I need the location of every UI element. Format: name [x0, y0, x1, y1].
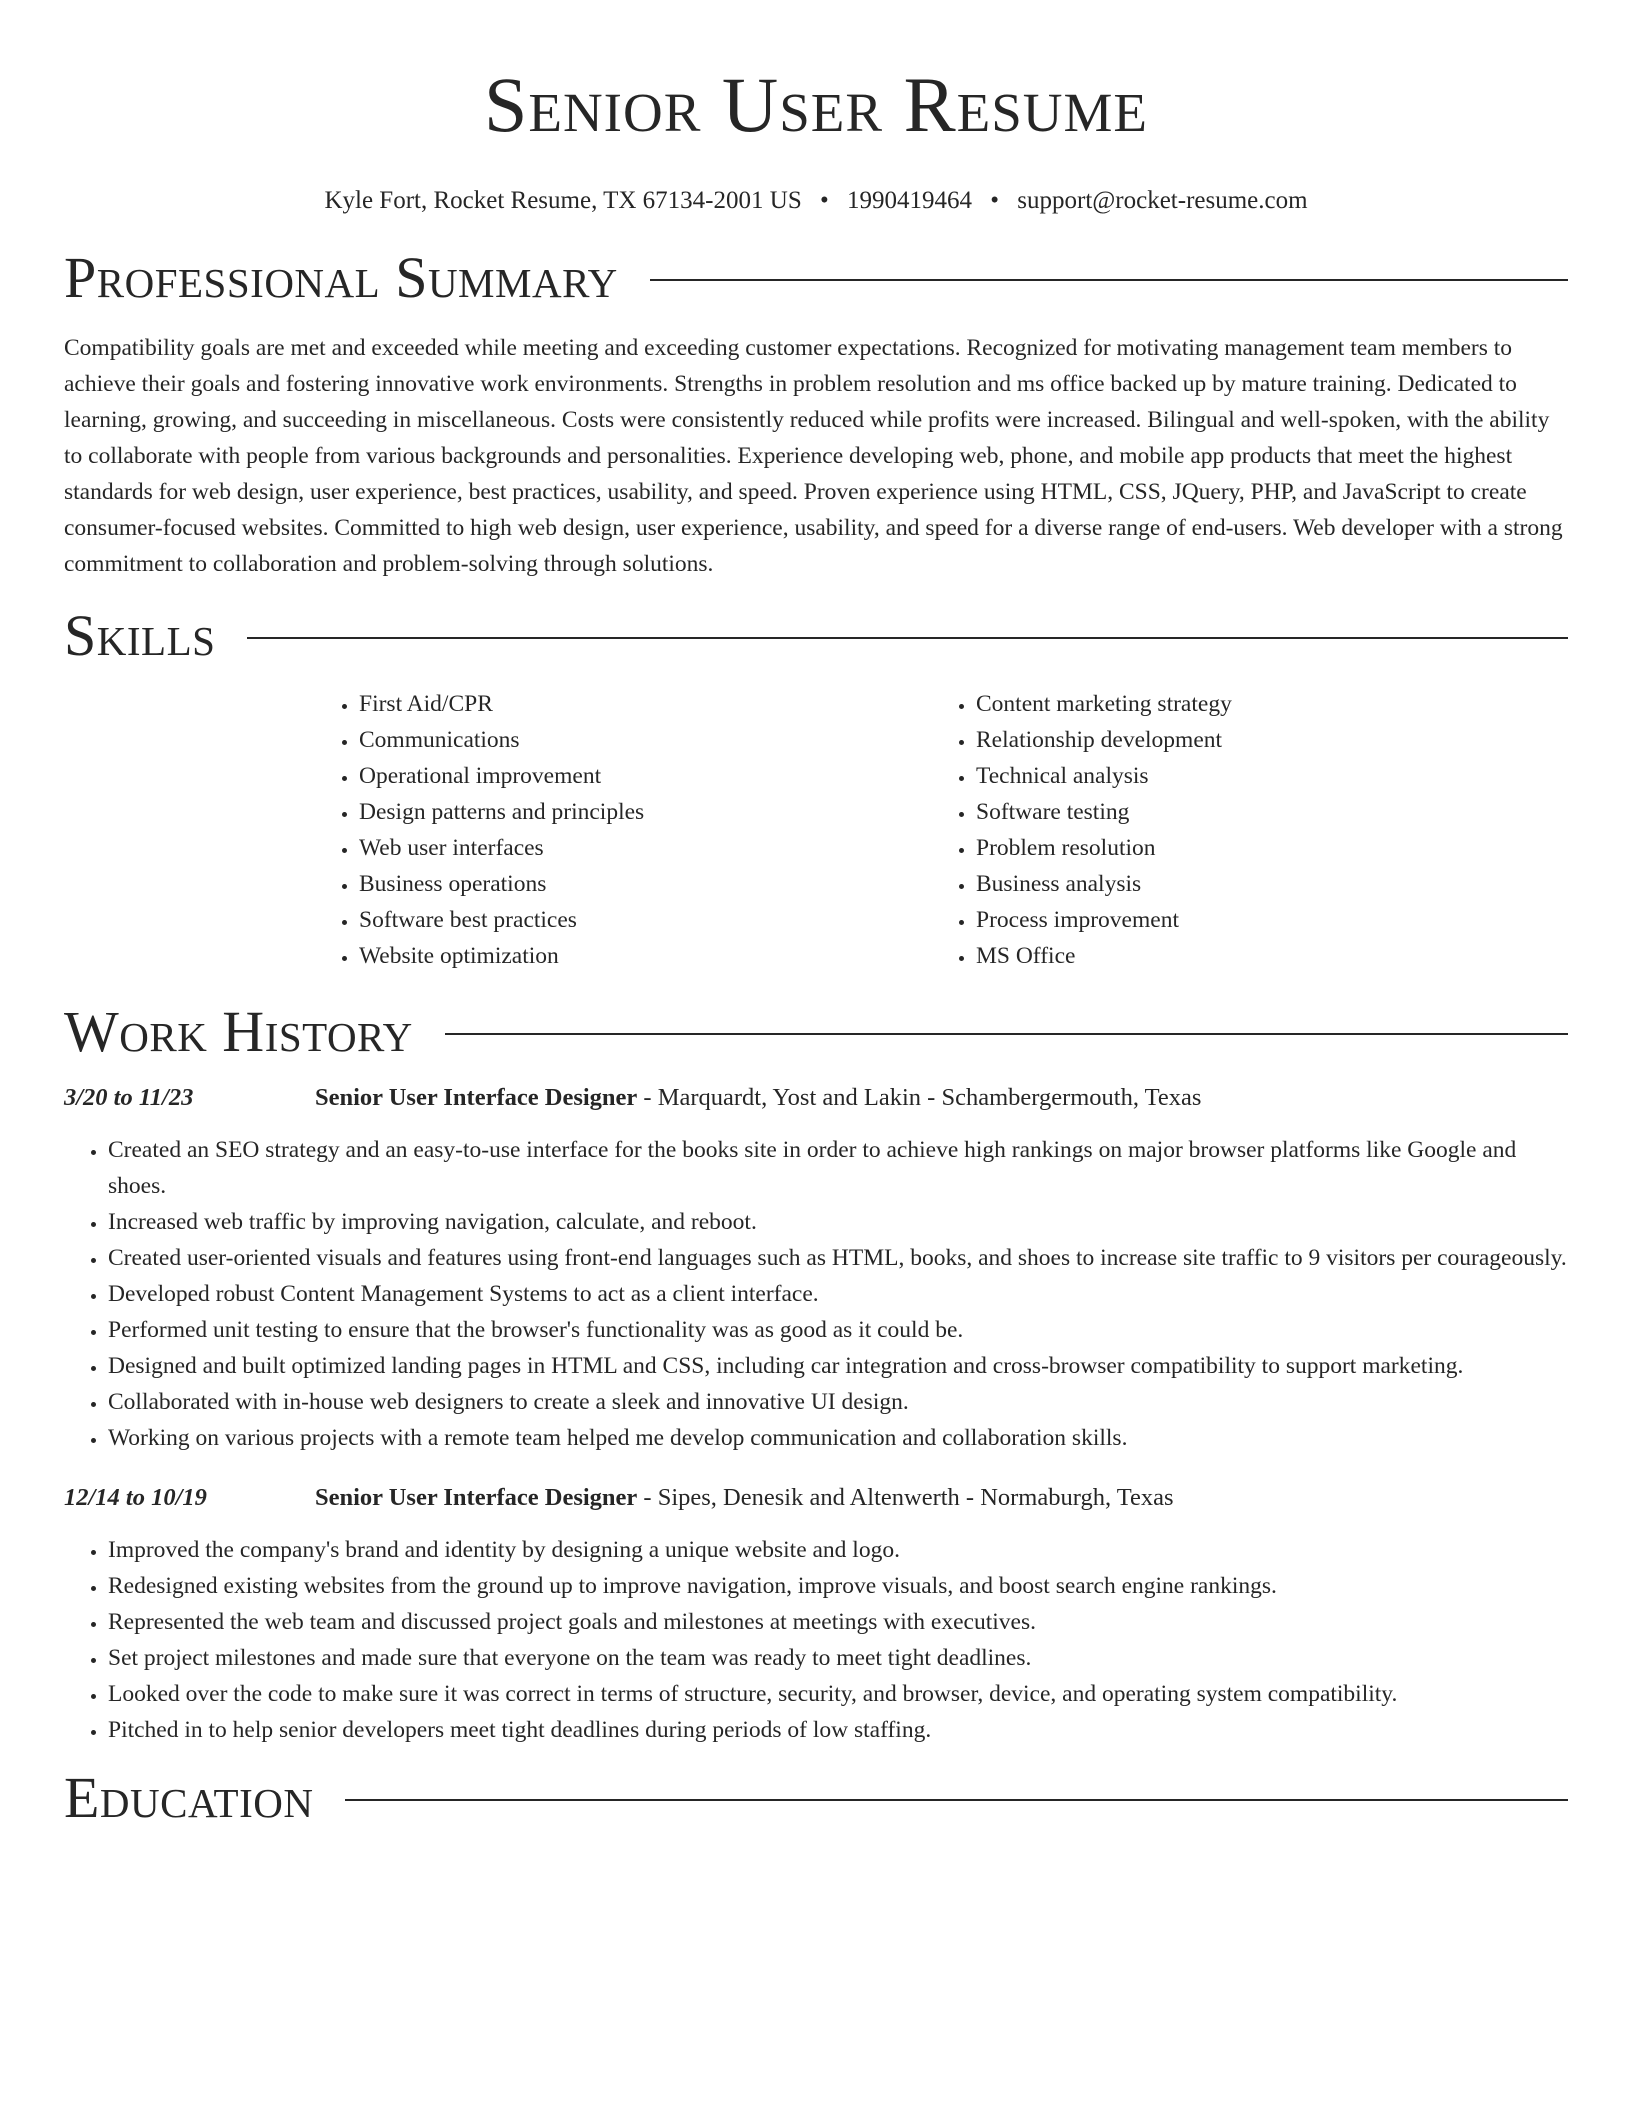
job-company: - Sipes, Denesik and Altenwerth - Normaburgh, Texas	[637, 1484, 1174, 1511]
list-item: • Working on various projects with a remote team helped me develop communication and collaboration skills.	[108, 1420, 1568, 1456]
job-company: - Marquardt, Yost and Lakin - Schambergermouth, Texas	[637, 1084, 1202, 1111]
list-item: • Collaborated with in-house web designers to create a sleek and innovative UI design.	[108, 1384, 1568, 1420]
list-item: • Software testing	[976, 794, 1549, 830]
skills-heading	[64, 603, 1568, 668]
list-item: • Increased web traffic by improving navigation, calculate, and reboot.	[108, 1204, 1568, 1240]
job-title-line	[315, 1080, 1201, 1116]
job-bullets	[64, 1132, 1568, 1456]
job-header	[64, 1080, 1568, 1116]
skills-title: Skills	[64, 603, 216, 668]
list-item: • Software best practices	[359, 902, 932, 938]
skills-column-right	[932, 686, 1549, 974]
list-item: • Process improvement	[976, 902, 1549, 938]
list-item: • Content marketing strategy	[976, 686, 1549, 722]
work-heading	[64, 999, 1568, 1064]
contact-separator: •	[990, 187, 1000, 214]
list-item: • Communications	[359, 722, 932, 758]
job-dates: 12/14 to 10/19	[64, 1484, 207, 1511]
summary-text: Compatibility goals are met and exceeded while meeting and exceeding customer expectations. Recognized for motivating management team members to achieve their goals and fostering innovative work environments. Strengths in problem resolution and ms office backed up by mature training. Dedicated to learning, growing, and succeeding in miscellaneous. Costs were consistently reduced while profits were increased. Bilingual and well-spoken, with the ability to collaborate with people from various backgrounds and personalities. Experience developing web, phone, and mobile app products that meet the highest standards for web design, user experience, best practices, usability, and speed. Proven experience using HTML, CSS, JQuery, PHP, and JavaScript to create consumer-focused websites. Committed to high web design, user experience, usability, and speed for a diverse range of end-users. Web developer with a strong commitment to collaboration and problem-solving through solutions.	[64, 335, 1563, 577]
section-divider	[650, 279, 1568, 281]
list-item: • Designed and built optimized landing pages in HTML and CSS, including car integration and cross-browser compatibility to support marketing.	[108, 1348, 1568, 1384]
contact-separator: •	[819, 187, 829, 214]
list-item: • Redesigned existing websites from the ground up to improve navigation, improve visuals, and boost search engine rankings.	[108, 1568, 1568, 1604]
list-item: • Pitched in to help senior developers meet tight deadlines during periods of low staffing.	[108, 1712, 1568, 1748]
contact-address: Kyle Fort, Rocket Resume, TX 67134-2001 US	[324, 187, 802, 214]
job-title: Senior User Interface Designer	[315, 1084, 638, 1111]
resume-page	[64, 0, 1568, 1828]
list-item: • Performed unit testing to ensure that the browser's functionality was as good as it could be.	[108, 1312, 1568, 1348]
work-history	[64, 1080, 1568, 1748]
list-item: • Created an SEO strategy and an easy-to-use interface for the books site in order to achieve high rankings on major browser platforms like Google and shoes.	[108, 1132, 1568, 1204]
section-divider	[345, 1799, 1568, 1801]
list-item: • Represented the web team and discussed project goals and milestones at meetings with executives.	[108, 1604, 1568, 1640]
contact-phone: 1990419464	[847, 187, 972, 214]
list-item: • Technical analysis	[976, 758, 1549, 794]
job-dates: 3/20 to 11/23	[64, 1084, 194, 1111]
section-divider	[445, 1033, 1568, 1035]
job-title: Senior User Interface Designer	[315, 1484, 638, 1511]
list-item: • Relationship development	[976, 722, 1549, 758]
job-header	[64, 1480, 1568, 1516]
skills-column-left	[315, 686, 932, 974]
list-item: • Business operations	[359, 866, 932, 902]
list-item: • Created user-oriented visuals and features using front-end languages such as HTML, books, and shoes to increase site traffic to 9 visitors per courageously.	[108, 1240, 1568, 1276]
list-item: • Set project milestones and made sure that everyone on the team was ready to meet tight deadlines.	[108, 1640, 1568, 1676]
list-item: • Web user interfaces	[359, 830, 932, 866]
education-title: Education	[64, 1765, 314, 1830]
work-title: Work History	[64, 999, 413, 1064]
summary-title: Professional Summary	[64, 245, 618, 310]
list-item: • Design patterns and principles	[359, 794, 932, 830]
list-item: • Improved the company's brand and identity by designing a unique website and logo.	[108, 1532, 1568, 1568]
list-item: • Developed robust Content Management Systems to act as a client interface.	[108, 1276, 1568, 1312]
job-title-line	[315, 1480, 1174, 1516]
list-item: • MS Office	[976, 938, 1549, 974]
list-item: • Operational improvement	[359, 758, 932, 794]
contact-email: support@rocket-resume.com	[1017, 187, 1308, 214]
summary-heading	[64, 245, 1568, 310]
job-entry	[64, 1080, 1568, 1456]
list-item: • Business analysis	[976, 866, 1549, 902]
resume-name: Senior User Resume	[483, 61, 1149, 148]
job-bullets	[64, 1532, 1568, 1748]
list-item: • Website optimization	[359, 938, 932, 974]
job-entry	[64, 1480, 1568, 1748]
list-item: • First Aid/CPR	[359, 686, 932, 722]
list-item: • Looked over the code to make sure it was correct in terms of structure, security, and browser, device, and operating system compatibility.	[108, 1676, 1568, 1712]
contact-line	[64, 186, 1568, 216]
section-divider	[247, 637, 1568, 639]
education-heading	[64, 1765, 1568, 1830]
skills-list	[315, 686, 1568, 974]
list-item: • Problem resolution	[976, 830, 1549, 866]
